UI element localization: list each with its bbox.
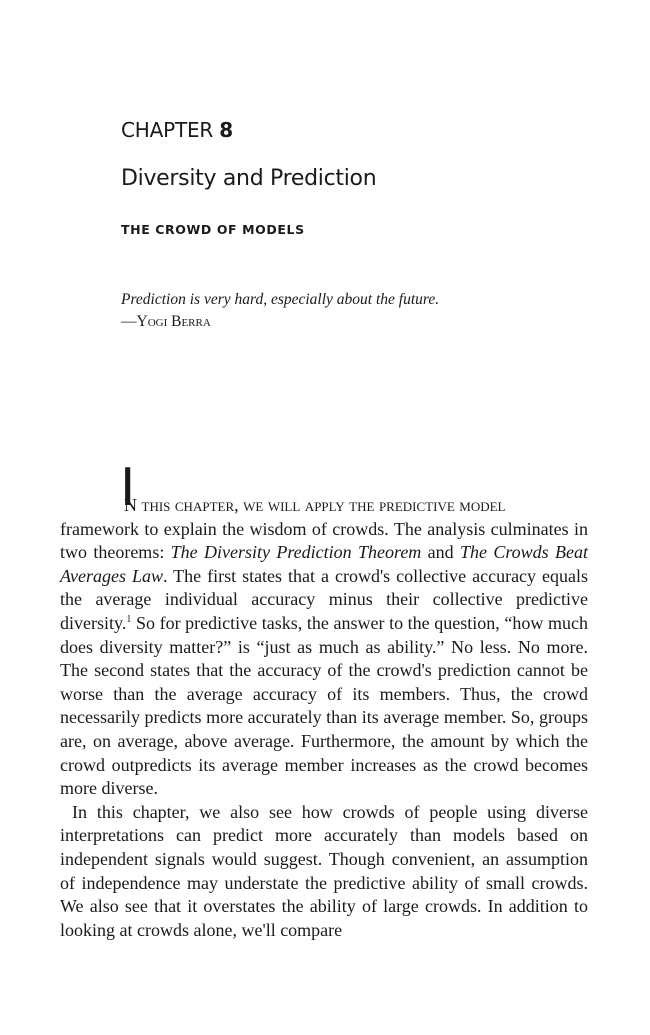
paragraph-1-text-a: framework to explain the wisdom of crowds. The analysis culminates in two theorems: xyxy=(60,518,588,563)
paragraph-opening-line xyxy=(60,458,588,518)
theorem-name-2: The Crowds Beat Averages Law xyxy=(60,542,589,586)
chapter-title: Diversity and Prediction xyxy=(121,166,377,191)
section-title: THE CROWD OF MODELS xyxy=(121,222,305,237)
epigraph-attribution: —Yogi Berra xyxy=(121,313,211,330)
paragraph-2: In this chapter, we also see how crowds of people using diverse interpretations can predict more accurately than models based on independent signals would suggest. Though convenient, an assumption of independence may understate the predictive ability of small crowds. We also see that it overstates the ability of large crowds. In addition to looking at crowds alone, we'll compare xyxy=(60,801,588,940)
theorem-name-1: The Diversity Prediction Theorem xyxy=(170,542,422,563)
paragraph-1-text-b: and xyxy=(421,542,460,563)
epigraph xyxy=(121,289,439,333)
paragraph-1 xyxy=(60,458,589,801)
paragraph-1-text-c: . The first states that a crowd's collective accuracy equals the average individual accuracy minus their collective predictive diversity. xyxy=(60,565,589,633)
body-text xyxy=(60,458,589,942)
epigraph-quote: Prediction is very hard, especially about the future. xyxy=(121,291,440,308)
drop-cap: I xyxy=(120,458,136,518)
chapter-word: CHAPTER xyxy=(121,118,214,142)
chapter-label xyxy=(121,118,233,142)
opening-text: N this chapter, we will apply the predictive model xyxy=(124,495,506,515)
footnote-marker[interactable]: 1 xyxy=(126,613,132,625)
paragraph-1-text-d: So for predictive tasks, the answer to the question, “how much does diversity matter?” is “just as much as ability.” No less. No more. The second states that the accuracy of the crowd's prediction cannot be worse than the average accuracy of its members. Thus, the crowd necessarily predicts more accurately than its average member. So, groups are, on average, above average. Furthermore, the amount by which the crowd outpredicts its average member increases as the crowd becomes more diverse. xyxy=(60,612,588,799)
chapter-number: 8 xyxy=(219,118,233,142)
